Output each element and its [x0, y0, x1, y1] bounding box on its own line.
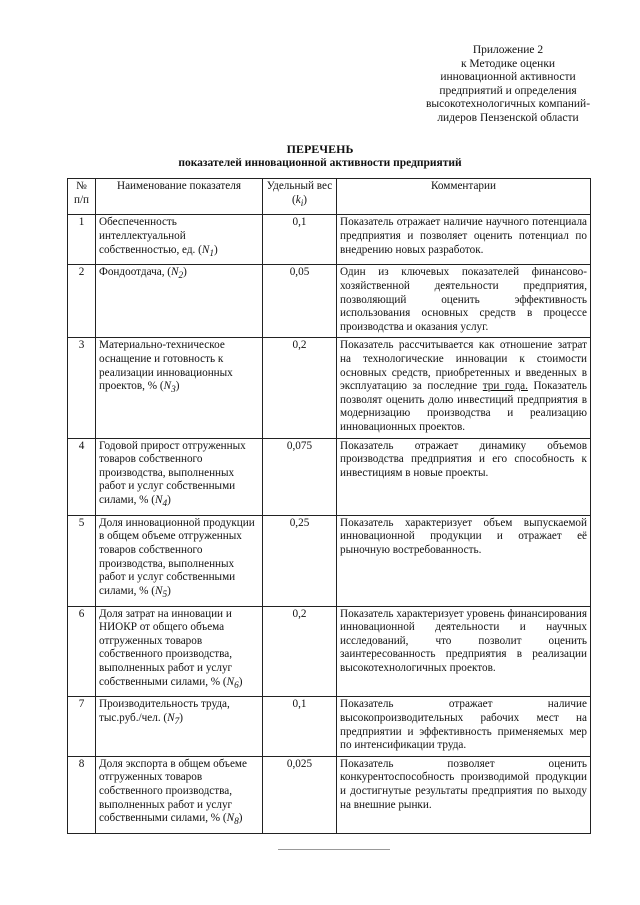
header-weight: Удельный вес $(k_i)$ — [263, 179, 337, 215]
appendix-line: предприятий и определения — [439, 84, 577, 97]
row-name: Доля экспорта в общем объеме отгруженных товаров собственного производства, выполненных работ и услуг собственными силами, % $(N_8)$ — [96, 756, 263, 833]
row-num: 1 — [68, 215, 96, 265]
table-row — [68, 515, 591, 606]
appendix-line: Приложение 2 — [472, 44, 544, 56]
row-comment: Показатель позволяет оценить конкурентоспособность производимой продукции и достигнутые результаты предприятия по выходу на внешние рынки. — [337, 756, 591, 833]
underlined-text: три года. — [482, 380, 528, 393]
row-num: 7 — [68, 697, 96, 756]
row-comment: Показатель рассчитывается как отношение затрат на технологические инновации к стоимости основных средств, приобретенных и введенных в эксплуатацию за последние три года. Показатель позволят оценить долю инвестиций предприятия в модернизацию производства и реализацию инновационных проектов. — [337, 338, 591, 438]
row-name: Доля затрат на инновации и НИОКР от общего объема отгруженных товаров собственного производства, выполненных работ и услуг собственными силами, % $(N_6)$ — [96, 606, 263, 697]
header-name: Наименование показателя — [96, 179, 263, 215]
row-comment: Показатель отражает наличие научного потенциала предприятия и позволяет оценить потенциал по внедрению новых разработок. — [337, 215, 591, 265]
row-name: Материально-техническое оснащение и готовность к реализации инновационных проектов, % $(N_3)$ — [96, 338, 263, 438]
row-comment: Показатель отражает динамику объемов производства предприятия и его способность к инвестициям в новые проекты. — [337, 438, 591, 515]
table-row — [68, 438, 591, 515]
row-num: 4 — [68, 438, 96, 515]
row-weight: 0,05 — [263, 265, 337, 338]
row-weight: 0,1 — [263, 697, 337, 756]
row-weight: 0,025 — [263, 756, 337, 833]
table-row — [68, 265, 591, 338]
appendix-line: лидеров Пензенской области — [437, 111, 579, 124]
row-num: 8 — [68, 756, 96, 833]
footer-divider — [278, 849, 390, 850]
row-comment: Показатель отражает наличие высокопроизводительных рабочих мест на предприятии и эффективность применяемых мер по интенсификации труда. — [337, 697, 591, 756]
row-num: 2 — [68, 265, 96, 338]
row-weight: 0,1 — [263, 215, 337, 265]
header-comments: Комментарии — [337, 179, 591, 215]
row-weight: 0,2 — [263, 338, 337, 438]
row-name: Производительность труда, тыс.руб./чел. $(N_7)$ — [96, 697, 263, 756]
appendix-line: инновационной активности — [440, 71, 576, 84]
row-num: 6 — [68, 606, 96, 697]
row-comment: Показатель характеризует уровень финансирования инновационной деятельности и научных исследований, что позволит оценить заинтересованность предприятия в реализации высокотехнологичных проектов. — [337, 606, 591, 697]
table-row — [68, 606, 591, 697]
table-row — [68, 756, 591, 833]
indicators-table — [67, 178, 591, 834]
document-title: ПЕРЕЧЕНЬ — [286, 142, 354, 156]
row-name: Обеспеченность интеллектуальной собственностью, ед. $(N_1)$ — [96, 215, 263, 265]
table-row — [68, 697, 591, 756]
row-comment: Показатель характеризует объем выпускаемой инновационной продукции и отражает её рыночную востребованность. — [337, 515, 591, 606]
row-weight: 0,25 — [263, 515, 337, 606]
table-row — [68, 215, 591, 265]
header-num: № п/п — [68, 179, 96, 215]
row-num: 3 — [68, 338, 96, 438]
row-name: Доля инновационной продукции в общем объеме отгруженных товаров собственного производства, выполненных работ и услуг собственными силами, % $(N_5)$ — [96, 515, 263, 606]
table-header-row — [68, 179, 591, 215]
appendix-line: к Методике оценки — [460, 57, 556, 70]
appendix-line: высокотехнологичных компаний- — [425, 98, 591, 111]
appendix-header — [398, 44, 618, 126]
row-name: Фондоотдача, $(N_2)$ — [96, 265, 263, 338]
document-subtitle: показателей инновационной активности предприятий — [178, 157, 462, 169]
table-row — [68, 338, 591, 438]
row-name: Годовой прирост отгруженных товаров собственного производства, выполненных работ и услуг собственными силами, % $(N_4)$ — [96, 438, 263, 515]
row-num: 5 — [68, 515, 96, 606]
row-weight: 0,075 — [263, 438, 337, 515]
row-weight: 0,2 — [263, 606, 337, 697]
row-comment: Один из ключевых показателей финансово-хозяйственной деятельности предприятия, позволяющий оценить эффективность использования основных средств в процессе производства и оказания услуг. — [337, 265, 591, 338]
